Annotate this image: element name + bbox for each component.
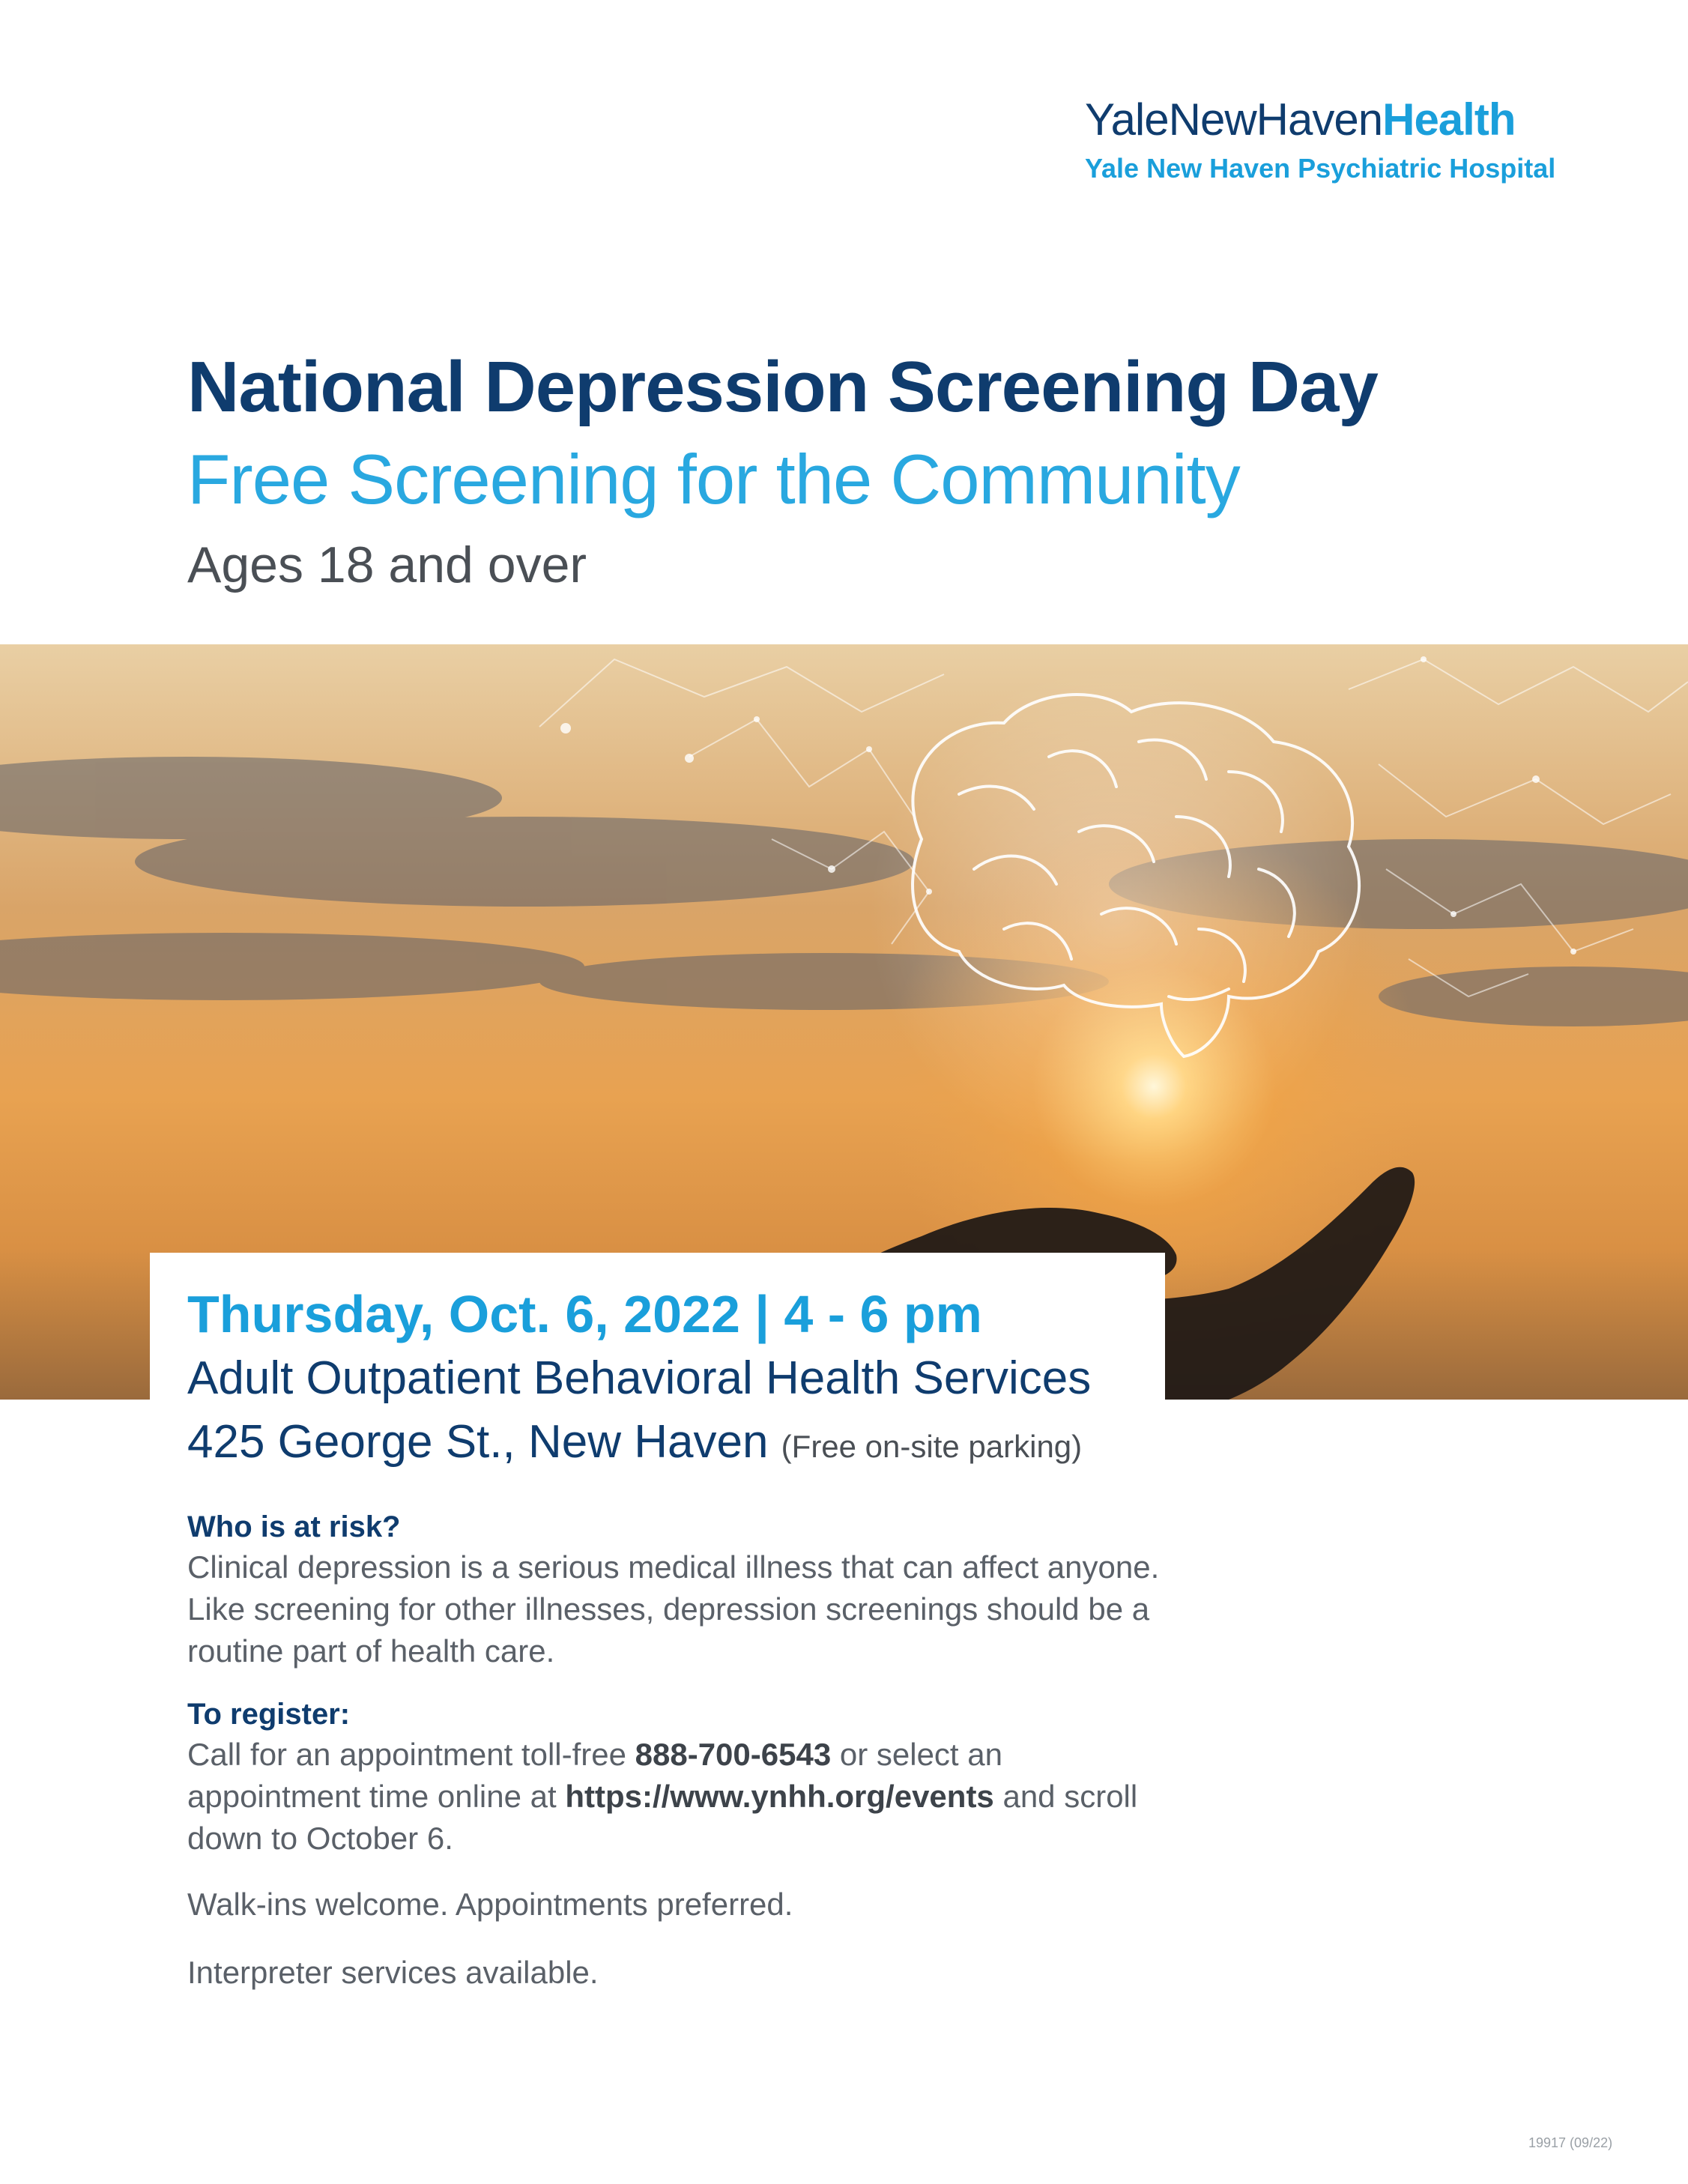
- logo-wordmark: [1085, 94, 1555, 146]
- yale-new-haven-health-logo: [1085, 94, 1555, 187]
- footer-code: 19917 (09/22): [1528, 2135, 1613, 2150]
- page-title: National Depression Screening Day: [187, 347, 1378, 427]
- event-address: 425 George St., New Haven: [187, 1416, 769, 1468]
- register-text-b: or select an appointment time online at: [187, 1737, 1002, 1814]
- page-subtitle: Free Screening for the Community: [187, 440, 1240, 518]
- event-address-line: [187, 1414, 1082, 1475]
- risk-text: Clinical depression is a serious medical illness that can affect anyone. Like screening for other illnesses, depression screenings should be a routine part of health care.: [187, 1549, 1160, 1669]
- logo-subtitle: Yale New Haven Psychiatric Hospital: [1085, 153, 1556, 184]
- phone-number[interactable]: 888-700-6543: [635, 1737, 832, 1772]
- event-venue: Adult Outpatient Behavioral Health Services: [187, 1352, 1092, 1404]
- logo-part1: YaleNewHaven: [1085, 94, 1383, 145]
- register-text-c: and scroll down to October 6.: [187, 1779, 1138, 1856]
- parking-note: (Free on-site parking): [781, 1429, 1083, 1464]
- events-url-link[interactable]: https://www.ynhh.org/events: [565, 1779, 994, 1814]
- interpreter-text: Interpreter services available.: [187, 1955, 599, 1990]
- register-heading: To register:: [187, 1698, 351, 1731]
- age-requirement: Ages 18 and over: [187, 536, 587, 593]
- register-text: [187, 1734, 1161, 1860]
- walkins-text: Walk-ins welcome. Appointments preferred.: [187, 1887, 793, 1922]
- risk-heading: Who is at risk?: [187, 1510, 401, 1543]
- logo-part2: Health: [1382, 94, 1516, 145]
- register-text-a: Call for an appointment toll-free: [187, 1737, 635, 1772]
- event-date-time: Thursday, Oct. 6, 2022 | 4 - 6 pm: [187, 1285, 982, 1343]
